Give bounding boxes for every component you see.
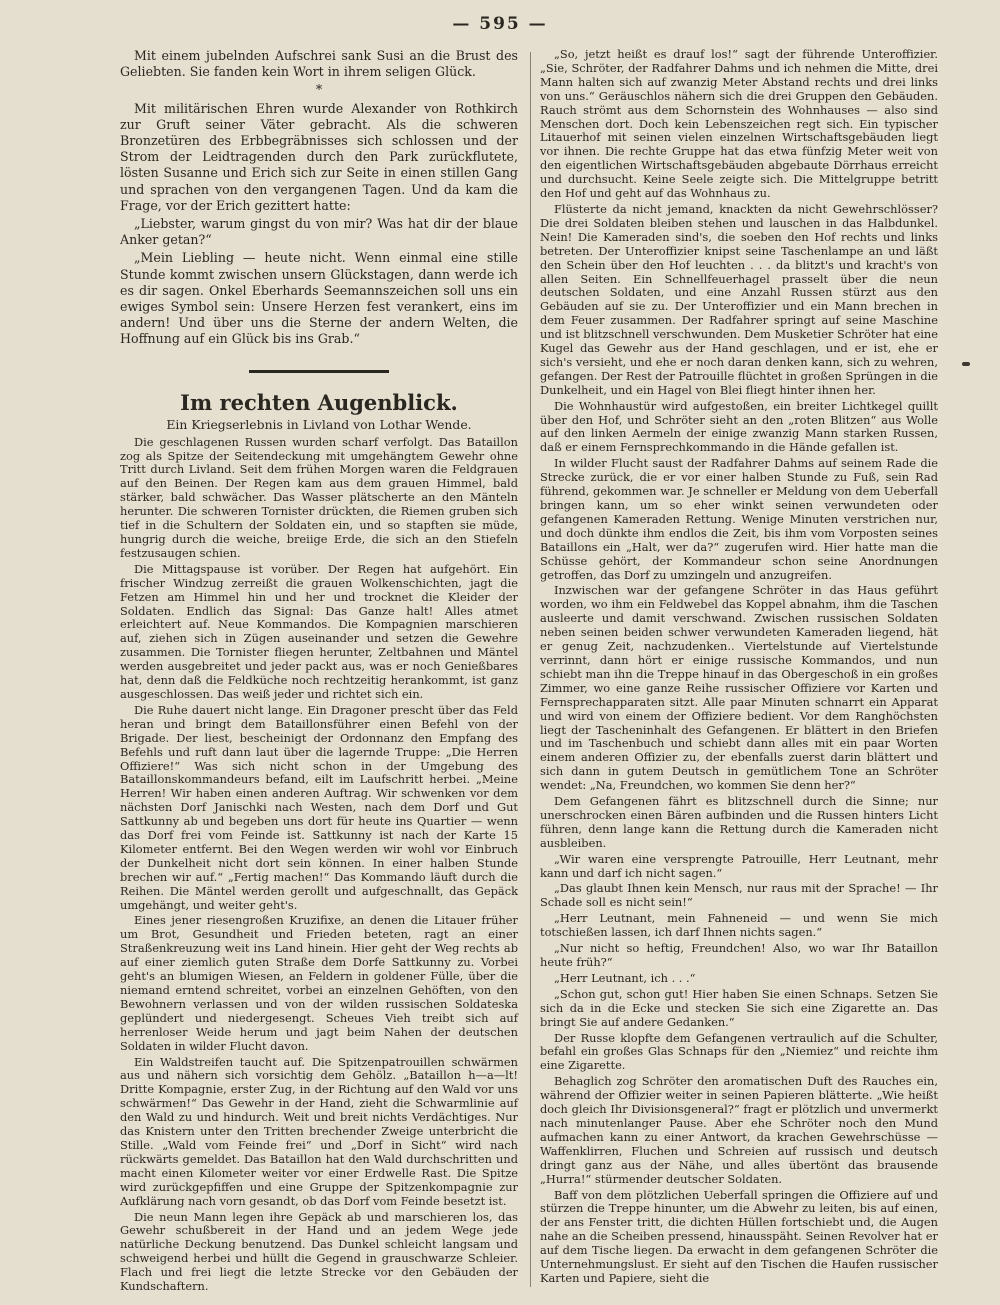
paragraph: Behaglich zog Schröter den aromatischen Duft des Rauches ein, während der Offizier weiter in seinen Papieren blätterte. „Wie heißt doch gleich Ihr Divisionsgeneral?“ fragt er plötzlich und unvermerkt nach minutenlanger Pause. Aber ehe Schröter noch den Mund aufmachen kann zu einer Antwort, da krachen Gewehrschüsse — Waffenklirren, Fluchen und Schreien auf russisch und deutsch dringt ganz aus der Nähe, und alles übertönt das brausende „Hurra!“ stürmender deutscher Soldaten. — [540, 1074, 938, 1186]
ink-mark — [962, 362, 970, 366]
paragraph: „Nur nicht so heftig, Freundchen! Also, wo war Ihr Bataillon heute früh?“ — [540, 941, 938, 969]
paragraph: In wilder Flucht saust der Radfahrer Dahms auf seinem Rade die Strecke zurück, die er vor einer halben Stunde zu Fuß, sein Rad führend, gekommen war. Je schneller er Meldung von dem Ueberfall bringen kann, um so eher winkt seinen verwundeten oder gefangenen Kameraden Rettung. Wenige Minuten verstrichen nur, und doch dünkte ihm endlos die Zeit, bis ihm vom Vorposten seines Bataillons ein „Halt, wer da?“ zugerufen wird. Hier hatte man die Schüsse gehört, der Kommandeur schon seine Anordnungen getroffen, das Dorf zu umzingeln und anzugreifen. — [540, 456, 938, 582]
paragraph: „So, jetzt heißt es drauf los!“ sagt der führende Unteroffizier. „Sie, Schröter, der Radfahrer Dahms und ich nehmen die Mitte, drei Mann halten sich auf zwanzig Meter Abstand rechts und drei links von uns.“ Geräuschlos nähern sich die drei Gruppen den Gebäuden. Rauch strömt aus dem Schornstein des Wohnhauses — also sind Menschen dort. Doch kein Lebenszeichen regt sich. Ein typischer Litauerhof mit seinen vielen einzelnen Wirtschaftsgebäuden liegt vor ihnen. Die rechte Gruppe hat das etwa fünfzig Meter weit von den eigentlichen Wirtschaftsgebäuden abgebaute Dörrhaus erreicht und durchsucht. Keine Seele zeigte sich. Die Mittelgruppe betritt den Hof und geht auf das Wohnhaus zu. — [540, 47, 938, 201]
paragraph: „Herr Leutnant, ich . . .“ — [554, 970, 696, 985]
paragraph: Inzwischen war der gefangene Schröter in das Haus geführt worden, wo ihm ein Feldwebel das Koppel abnahm, ihm die Taschen ausleerte und damit verschwand. Zwischen russischen Soldaten neben seinen beiden schwer verwundeten Kameraden liegend, hät er genug Zeit, nachzudenken.. Viertelstunde auf Viertelstunde verrinnt, dann hört er einige russische Kommandos, und nun schiebt man ihn die Treppe hinauf in das Obergeschoß in ein großes Zimmer, wo eine ganze Reihe russischer Offiziere vor Karten und Fernsprechapparaten sitzt. Alle paar Minuten schnarrt ein Apparat und wird von einem der Offiziere bedient. Vor dem Ranghöchsten liegt der Tascheninhalt des Gefangenen. Er blättert in den Briefen und im Taschenbuch und schiebt dann alles mit ein paar Worten einem anderen Offizier zu, der ebenfalls zuerst darin blättert und sich dann in gutem Deutsch in gemütlichem Tone an Schröter wendet: „Na, Freundchen, wo kommen Sie denn her?“ — [540, 583, 938, 793]
paragraph: „Schon gut, schon gut! Hier haben Sie einen Schnaps. Setzen Sie sich da in die Ecke und stecken Sie sich eine Zigarette an. Das bringt Sie auf andere Gedanken.“ — [540, 986, 938, 1029]
right-column — [540, 48, 938, 1288]
horizontal-rule — [249, 370, 389, 373]
paragraph: Ein Waldstreifen taucht auf. Die Spitzenpatrouillen schwärmen aus und nähern sich vorsichtig dem Gehölz. „Bataillon h—a—lt! Dritte Kompagnie, erster Zug, in der Richtung auf den Wald vor uns schwärmen!“ Das Gewehr in der Hand, zieht die Schwarmlinie auf den Wald zu und hindurch. Weit und breit nichts Verdächtiges. Nur das Knistern unter den Tritten brechender Zweige unterbricht die Stille. „Wald vom Feinde frei“ und „Dorf in Sicht“ wird nach rückwärts gemeldet. Das Bataillon hat den Wald durchschritten und macht einen Kilometer weiter vor einer Erdwelle Rast. Die Spitze wird zurückgepfiffen und eine Gruppe der Spitzenkompagnie zur Aufklärung nach vorn gesandt, ob das Dorf vom Feinde besetzt ist. — [120, 1054, 518, 1208]
paragraph: Flüsterte da nicht jemand, knackten da nicht Gewehrschlösser? Die drei Soldaten bleiben stehen und lauschen in das Halbdunkel. Nein! Die Kameraden sind's, die soeben den Hof rechts und links betreten. Der Unteroffizier knipst seine Taschenlampe an und läßt den Schein über den Hof leuchten . . . da blitzt's und kracht's von allen Seiten. Ein Schnellfeuerhagel prasselt über die neun deutschen Soldaten, und eine Anzahl Russen stürzt aus den Gebäuden auf sie zu. Der Unteroffizier und ein Mann brechen in dem Feuer zusammen. Der Radfahrer springt auf seine Maschine und ist blitzschnell verschwunden. Dem Musketier Schröter hat eine Kugel das Gewehr aus der Hand geschlagen, und er ist, ehe er sich's versieht, und ehe er noch daran denken kann, sich zu wehren, gefangen. Der Rest der Patrouille flüchtet in großen Sprüngen in die Dunkelheit, und ein Hagel von Blei fliegt hinter ihnen her. — [540, 201, 938, 397]
paragraph: Mit einem jubelnden Aufschrei sank Susi an die Brust des Geliebten. Sie fanden kein Wort in ihrem seligen Glück. — [120, 48, 518, 80]
paragraph: Dem Gefangenen fährt es blitzschnell durch die Sinne; nur unerschrocken einen Bären aufbinden und die Russen hinters Licht führen, denn lange kann die Rettung durch die Kameraden nicht ausbleiben. — [540, 794, 938, 850]
paragraph: „Mein Liebling — heute nicht. Wenn einmal eine stille Stunde kommt zwischen unsern Glückstagen, dann werde ich es dir sagen. Onkel Eberhards Seemannszeichen soll uns ein ewiges Symbol sein: Unsere Herzen fest verankert, eins im andern! Und über uns die Sterne der andern Welten, die Hoffnung auf ein Glück bis ins Grab.“ — [120, 250, 518, 347]
story-title: Im rechten Augenblick. — [180, 389, 458, 415]
column-divider — [530, 52, 531, 1287]
page-number: — 595 — — [452, 14, 548, 34]
left-column — [120, 48, 518, 1296]
section-separator: * — [315, 82, 323, 98]
paragraph: „Herr Leutnant, mein Fahneneid — und wenn Sie mich totschießen lassen, ich darf Ihnen nichts sagen.“ — [540, 911, 938, 940]
story-body — [120, 436, 518, 1294]
paragraph: Die neun Mann legen ihre Gepäck ab und marschieren los, das Gewehr schußbereit in der Hand und an jedem Wege jede natürliche Deckung benutzend. Das Dunkel schleicht langsam und schweigend herbei und hüllt die Gegend in grauschwarze Schleier. Flach und frei liegt die letzte Strecke vor den Gebäuden der Kundschaftern. — [120, 1209, 518, 1294]
serial-ending — [120, 48, 518, 348]
paragraph: Baff von dem plötzlichen Ueberfall springen die Offiziere auf und stürzen die Treppe hinunter, um die Abwehr zu leiten, bis auf einen, der ans Fenster tritt, die dichten Hüllen fortschiebt und, die Augen nahe an die Scheiben pressend, hinausspäht. Seinen Revolver hat er auf dem Tische liegen. Da erwacht in dem gefangenen Schröter die Unternehmungslust. Er sieht auf den Tischen die Haufen russischer Karten und Papiere, sieht die — [540, 1187, 938, 1285]
paragraph: Eines jener riesengroßen Kruzifixe, an denen die Litauer früher um Brot, Gesundheit und Frieden beteten, ragt an einer Straßenkreuzung weit ins Land hinein. Hier geht der Weg rechts ab auf einer ziemlich guten Straße dem Dorfe Sattkunny zu. Vorbei geht's an blumigen Wiesen, an Feldern in goldener Fülle, über die niemand erntend schreitet, vorbei an einzelnen Gehöften, von den Bewohnern verlassen und von der wilden russischen Soldateska geplündert und niedergesengt. Scheues Vieh treibt sich auf herrenloser Weide herum und jagt beim Nahen der deutschen Soldaten in wilder Flucht davon. — [120, 913, 518, 1053]
paragraph: Die Ruhe dauert nicht lange. Ein Dragoner prescht über das Feld heran und bringt dem Bataillonsführer einen Befehl von der Brigade. Der liest, bescheinigt der Ordonnanz den Empfang des Befehls und ruft dann laut über die lagernde Truppe: „Die Herren Offiziere!“ Was sich nicht schon in der Umgebung des Bataillonskommandeurs befand, eilt im Laufschritt herbei. „Meine Herren! Wir haben einen anderen Auftrag. Wir schwenken vor dem nächsten Dorf Janischki nach Westen, nach dem Dorf und Gut Sattkunny ab und begeben uns dort für heute ins Quartier — wenn das Dorf frei vom Feinde ist. Sattkunny ist nach der Karte 15 Kilometer entfernt. Bei den Wegen werden wir wohl vor Einbruch der Dunkelheit nicht dort sein können. In einer halben Stunde brechen wir auf.“ „Fertig machen!“ Das Kommando läuft durch die Reihen. Die Mäntel werden gerollt und aufgeschnallt, das Gepäck umgehängt, und weiter geht's. — [120, 702, 518, 912]
paragraph: Die Mittagspause ist vorüber. Der Regen hat aufgehört. Ein frischer Windzug zerreißt die grauen Wolkenschichten, jagt die Fetzen am Himmel hin und her und trocknet die Kleider der Soldaten. Endlich das Signal: Das Ganze halt! Alles atmet erleichtert auf. Neue Kommandos. Die Kompagnien marschieren auf, ziehen sich in Zügen auseinander und setzen die Gewehre zusammen. Die Tornister fliegen herunter, Zeltbahnen und Mäntel werden ausgebreitet und jeder packt aus, was er noch Genießbares hat, denn daß die Feldküche noch rechtzeitig herankommt, ist ganz ausgeschlossen. Das weiß jeder und richtet sich ein. — [120, 561, 518, 701]
story-subtitle: Ein Kriegserlebnis in Livland von Lothar Wende. — [166, 416, 472, 432]
paragraph: „Liebster, warum gingst du von mir? Was hat dir der blaue Anker getan?“ — [120, 216, 518, 248]
paragraph: „Wir waren eine versprengte Patrouille, Herr Leutnant, mehr kann und darf ich nicht sagen.“ — [540, 851, 938, 880]
paragraph: Der Russe klopfte dem Gefangenen vertraulich auf die Schulter, befahl ein großes Glas Schnaps für den „Niemiez“ und reichte ihm eine Zigarette. — [540, 1030, 938, 1073]
paragraph: Die geschlagenen Russen wurden scharf verfolgt. Das Bataillon zog als Spitze der Seitendeckung mit umgehängtem Gewehr ohne Tritt durch Livland. Seit dem frühen Morgen waren die Feldgrauen auf den Beinen. Der Regen kam aus dem grauen Himmel, bald stärker, bald schwächer. Das Wasser plätscherte an den Mänteln herunter. Die schweren Tornister drückten, die Riemen gruben sich tief in die Schultern der Soldaten ein, und so stapften sie müde, hungrig durch die weiche, breiige Erde, die sich an den Stiefeln festzusaugen schien. — [120, 434, 518, 560]
paragraph: „Das glaubt Ihnen kein Mensch, nur raus mit der Sprache! — Ihr Schade soll es nicht sein!“ — [540, 881, 938, 910]
paragraph: Die Wohnhaustür wird aufgestoßen, ein breiter Lichtkegel quillt über den Hof, und Schröter sieht an den „roten Blitzen“ aus Wolle auf den linken Aermeln der einige zwanzig Mann starken Russen, daß er einem Fernsprechkommando in die Hände gefallen ist. — [540, 398, 938, 455]
paragraph: Mit militärischen Ehren wurde Alexander von Rothkirch zur Gruft seiner Väter gebracht. Als die schweren Bronzetüren des Erbbegräbnisses sich schlossen und der Strom der Leidtragenden durch den Park zurückflutete, lösten Susanne und Erich sich zur Seite in einen stillen Gang und sprachen von den vergangenen Tagen. Und da kam die Frage, vor der Erich gezittert hatte: — [120, 100, 518, 213]
